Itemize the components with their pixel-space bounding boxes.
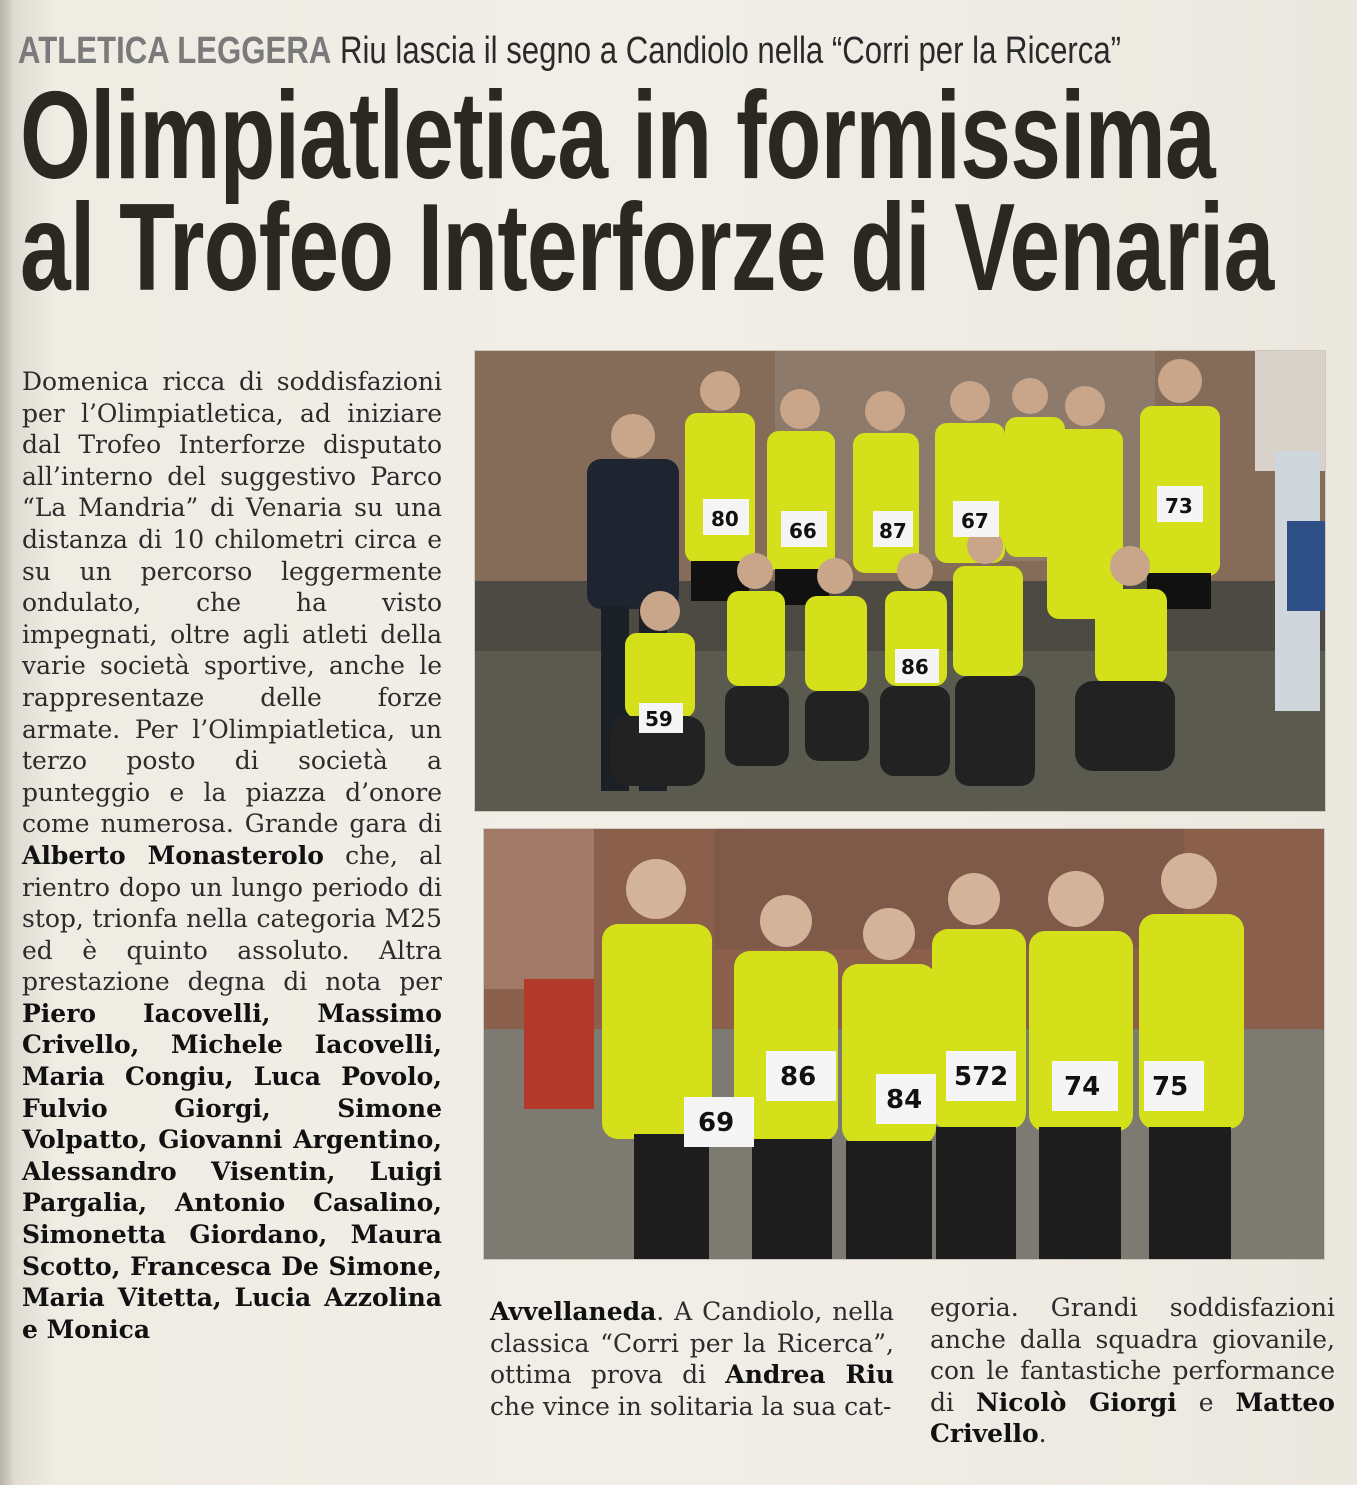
athlete-name: Alberto Monasterolo (22, 840, 324, 870)
athlete-name: Nicolò Giorgi (975, 1387, 1177, 1417)
athlete-name: Avvellaneda (490, 1297, 657, 1326)
bib-number: 86 (780, 1062, 817, 1092)
bib-number: 80 (711, 507, 739, 531)
bib-number: 66 (789, 519, 817, 543)
article-text: che vince in solitaria la sua cat- (490, 1391, 892, 1421)
bib-number: 67 (961, 509, 989, 533)
bib-number: 74 (1064, 1072, 1101, 1102)
team-photo-women (483, 828, 1325, 1260)
bib-number: 572 (954, 1062, 1009, 1092)
bib-number: 87 (879, 519, 907, 543)
athlete-name: Andrea Riu (725, 1360, 895, 1390)
bib-number: 73 (1165, 494, 1193, 518)
bib-number: 84 (886, 1085, 923, 1115)
bib-number: 69 (698, 1108, 735, 1138)
article-text: Domenica ricca di soddisfazioni per l’Olimpiatletica, ad iniziare dal Trofeo Interforze disputato all’interno del suggestivo Parco “La Mandria” di Venaria su una distanza di 10 chilometri circa e su un percorso leggermente ondulato, che ha visto impegnati, oltre agli atleti della varie società sportive, anche le rappresentaze delle forze armate. Per l’Olimpiatletica, un terzo posto di società a punteggio e la piazza d’onore come numerosa. Grande gara di (22, 367, 442, 839)
athlete-names: Piero Iacovelli, Massimo Crivello, Michele Iacovelli, Maria Congiu, Luca Povolo, Fulvio Giorgi, Simone Volpatto, (22, 998, 442, 1155)
bib-number: 59 (645, 707, 673, 731)
bib-number: 75 (1152, 1072, 1189, 1102)
kicker-subtitle: Riu lascia il segno a Candiolo nella “Corri per la Ricerca” (339, 30, 1122, 72)
headline (20, 67, 1274, 317)
article-column-middle (490, 1296, 894, 1422)
athlete-names: Giovanni Argentino, Alessandro Visentin, Luigi Pargalia, Antonio Casalino, Simonetta Giordano, Maura Scotto, Francesca De Simone, Maria Vitetta, Lucia Azzolina e Monica (22, 1125, 442, 1344)
article-column-right (930, 1292, 1335, 1450)
article-text: che, al rientro dopo un lungo periodo di stop, trionfa nella categoria M25 ed è quinto assoluto. Altra prestazione degna di nota per (22, 840, 442, 997)
article-column-left (22, 366, 442, 1345)
article-text: . A Candiolo, nella classica “Corri per la Ricerca”, ottima prova di (490, 1297, 894, 1390)
headline-line-1: Olimpiatletica in formissima (20, 67, 1215, 205)
athlete-name: Matteo Crivello (930, 1387, 1335, 1449)
article-text: . (1038, 1419, 1047, 1449)
women-photo-illustration (484, 829, 1324, 1259)
bib-number: 86 (901, 655, 929, 679)
section-label: ATLETICA LEGGERA (18, 30, 332, 72)
page-gutter-shadow (0, 0, 14, 1485)
team-photo-illustration (475, 351, 1325, 811)
article-text: egoria. Grandi soddisfazioni anche dalla squadra giovanile, con le fantastiche performance di (930, 1293, 1335, 1417)
team-photo-venaria (474, 350, 1326, 812)
article-text: e (1176, 1387, 1236, 1417)
headline-line-2: al Trofeo Interforze di Venaria (20, 179, 1274, 317)
